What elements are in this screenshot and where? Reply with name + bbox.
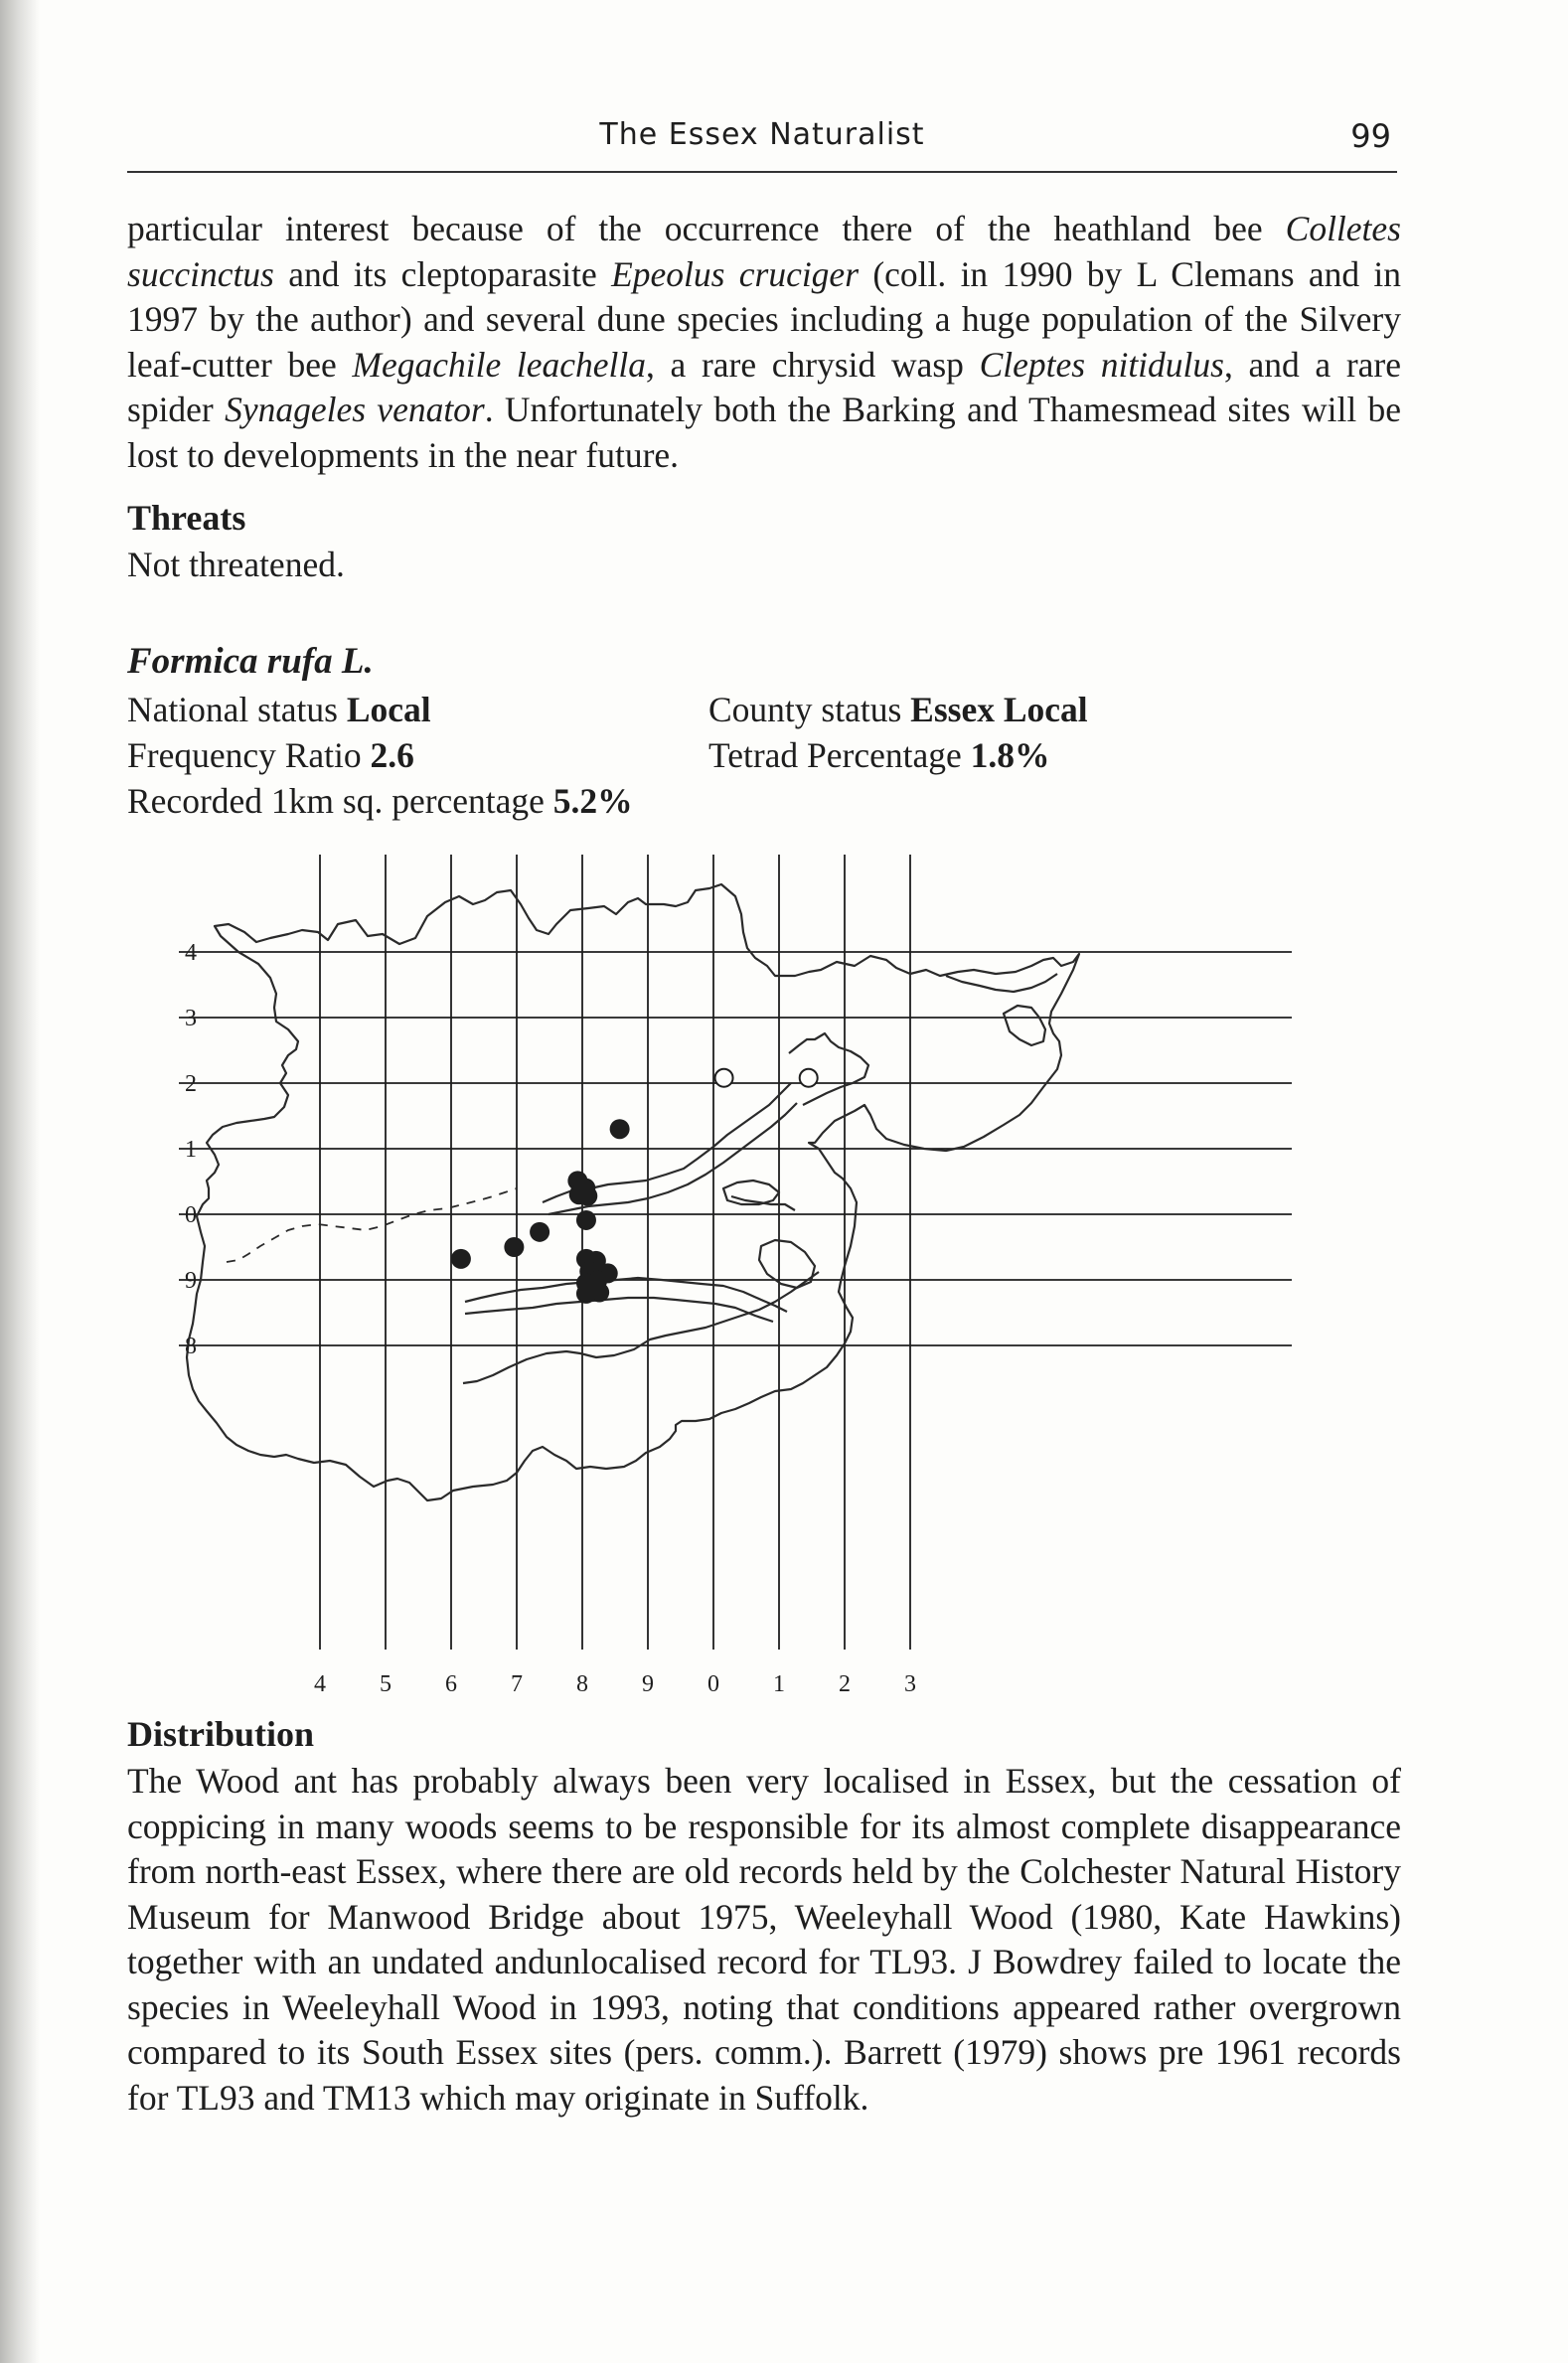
record-dot [451,1249,471,1269]
frequency-ratio-label: Frequency Ratio [127,735,371,775]
intro-paragraph [127,207,1401,478]
y-grid-label: 1 [185,1137,197,1163]
recorded-percentage [127,780,633,822]
intro-text-1: particular interest because of the occurrence there of the heathland bee [127,209,1286,248]
record-dot [576,1284,596,1304]
x-grid-label: 6 [445,1671,457,1697]
page-number: 99 [1350,117,1391,155]
record-dot [530,1222,549,1242]
x-grid-label: 2 [839,1671,851,1697]
x-grid-label: 9 [642,1671,654,1697]
national-status-value: Local [346,690,431,729]
county-status [708,689,1088,730]
x-grid-label: 5 [380,1671,392,1697]
species-colletes-succinctus: Colletes succinctus [127,209,1401,294]
old-record-circle [800,1069,818,1087]
map-grid [179,855,1292,1650]
record-dot [577,1186,597,1206]
x-grid-label: 8 [576,1671,588,1697]
x-grid-label: 7 [511,1671,523,1697]
journal-title: The Essex Naturalist [599,117,925,152]
frequency-ratio-value: 2.6 [370,735,414,775]
record-dot [504,1237,524,1257]
species-megachile-leachella: Megachile leachella [352,344,647,385]
distribution-text: The Wood ant has probably always been very localised in Essex, but the cessation of coppicing in many woods seems to be responsible for its almost complete disappearance from north-east Essex, where there are old records held by the Colchester Natural History Museum for Manwood Bridge about 1975, Weeleyhall Wood (1980, Kate Hawkins) together with an undated andunlocalised record for TL93. J Bowdrey failed to locate the species in Weeleyhall Wood in 1993, noting that conditions appeared rather overgrown compared to its South Essex sites (pers. comm.). Barrett (1979) shows pre 1961 records for TL93 and TM13 which may originate in Suffolk. [127,1761,1401,2118]
intro-text-3: (coll. in 1990 by L Clemans and in 1997 by the author) and several dune species including a huge population of the Silvery leaf-cutter bee [127,253,1402,385]
y-grid-label: 3 [185,1006,197,1031]
county-status-label: County status [708,690,911,729]
recorded-percentage-label: Recorded 1km sq. percentage [127,781,553,821]
record-dot [610,1119,630,1139]
record-markers [451,1069,818,1304]
lea-valley-boundary [227,1188,517,1262]
x-grid-label: 4 [314,1671,326,1697]
y-grid-label: 0 [185,1202,197,1228]
x-grid-label: 1 [773,1671,785,1697]
recorded-percentage-value: 5.2% [552,781,633,821]
colne-estuary [789,1033,868,1105]
species-name: Formica rufa L. [127,641,374,682]
running-head [127,111,1397,173]
y-grid-label: 4 [185,940,197,966]
threats-text: Not threatened. [127,545,345,584]
record-dot [576,1210,596,1230]
intro-text-2: and its cleptoparasite [273,253,612,294]
intro-text-4: , a rare chrysid wasp [646,344,980,385]
distribution-map [179,845,1322,1699]
tetrad-percentage-label: Tetrad Percentage [708,735,971,775]
y-grid-label: 9 [185,1268,197,1294]
stour-estuary [946,974,1057,992]
crouch-estuary [465,1278,787,1322]
distribution-heading: Distribution [127,1714,315,1754]
tetrad-percentage [708,734,1050,776]
x-grid-label: 0 [707,1671,719,1697]
national-status [127,689,431,730]
frequency-ratio [127,734,414,776]
species-cleptes-nitidulus: Cleptes nitidulus [979,344,1224,385]
hamford-water [1004,1006,1045,1045]
x-grid-label: 3 [904,1671,916,1697]
threats-heading: Threats [127,498,246,538]
intro-text-5: , and a rare spider [127,344,1402,429]
tetrad-percentage-value: 1.8% [970,735,1050,775]
species-synageles-venator: Synageles venator [225,390,485,429]
species-epeolus-cruciger: Epeolus cruciger [611,253,860,294]
old-record-circle [715,1069,733,1087]
county-status-value: Essex Local [910,690,1088,729]
y-grid-label: 2 [185,1071,197,1097]
national-status-label: National status [127,690,347,729]
grid-labels [185,940,916,1697]
intro-text-6: . Unfortunately both the Barking and Thamesmead sites will be lost to developments in the near future. [127,390,1401,475]
y-grid-label: 8 [185,1334,197,1359]
